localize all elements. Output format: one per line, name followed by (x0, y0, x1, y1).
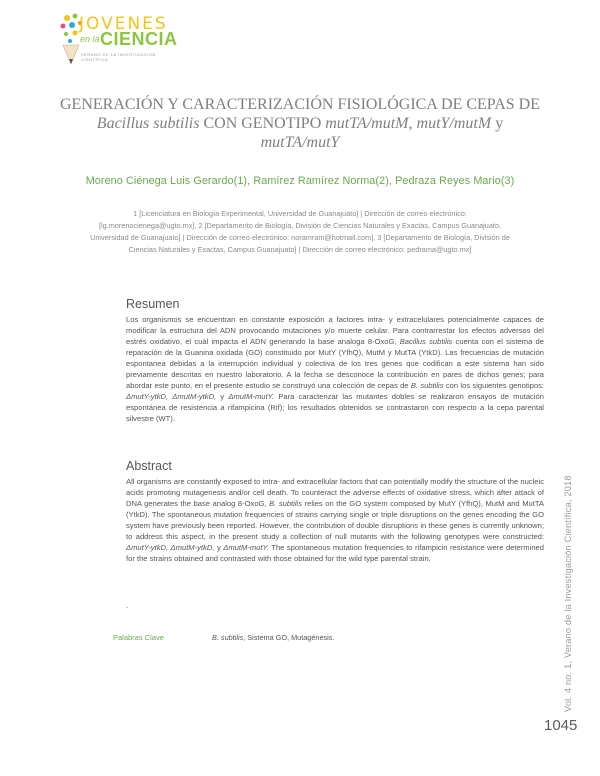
logo-ciencia: CIENCIA (100, 29, 178, 49)
abstract-text: The spontaneous mutation frequencies to rifampicin resistance were determined for the strains obtained and contrasted with those obtained for the wild type parental strain. (126, 543, 544, 563)
abstract-species: B. subtilis (269, 499, 303, 508)
resumen-species: B. subtilis (410, 381, 444, 390)
paper-title (48, 95, 552, 152)
resumen-heading: Resumen (126, 297, 180, 311)
keyword-species: B. subtilis (212, 633, 244, 642)
title-genotype3: mutTA/mutY (260, 134, 340, 151)
logo-connector: en la (80, 34, 100, 44)
affiliations (58, 208, 542, 256)
abstract-genotypes: ΔmutY-ytkD, ΔmutM-ytkD, (126, 543, 215, 552)
title-genotypes: mutTA/mutM, mutY/mutM (325, 115, 492, 132)
page-number: 1045 (544, 717, 578, 734)
logo-subtitle: VERANO DE LA INVESTIGACIÓN CIENTÍFICA (81, 52, 156, 62)
resumen-text: cuenta con el sistema de reparación de la Guanina oxidada (GO) constituido por MutY (YfhQ), MutM y MutTA (YtkD). Las frecuencias de mutación espontanea debidas a la interrupción individual y colectiva de los tres genes que codifican a este sistema han sido previamente descritas en nuestro laboratorio. A la fecha se desconoce la contribución en pares de dichos genes; para abordar este punto, en el presente estudio se construyó una colección de cepas de (126, 337, 544, 390)
affiliation-line: Universidad de Guanajuato] | Dirección de correo electrónico: noramram@hotmail.com], 3 [Departamento de Biología, División de (90, 233, 510, 242)
title-line1: GENERACIÓN Y CARACTERIZACIÓN FISIOLÓGICA DE CEPAS DE (59, 96, 540, 113)
affiliation-line: 1 [Licenciatura en Biología Experimental, Universidad de Guanajuato] | Dirección de correo electrónico: (133, 209, 467, 218)
abstract-text: relies on the GO system composed by MutY (YfhQ), MutM and MutTA (YtkD). The spontaneous mutation frequencies of strains carrying single or triple disruptions on the genes encoding the GO system have previously been reported. However, the contribution of double disruptions in these genes is currently unknown; to address this aspect, in the present study a collection of null mutants with the following genotypes were constructed: (126, 499, 544, 541)
keywords-rest: , Sistema GO, Mutagénesis. (243, 633, 335, 642)
resumen-text: con los siguientes genotipos: (443, 381, 544, 390)
abstract-genotypes: ΔmutM-mutY. (223, 543, 269, 552)
journal-logo (57, 12, 177, 70)
abstract-text: All organisms are constantly exposed to intra- and extracellular factors that can potentially modify the structure of the nucleic acids promoting mutagenesis and/or cell death. To counteract the adverse effects of oxidative stress, which after attack of DNA generates the base analog 8-OxoG, (126, 477, 544, 508)
title-species: Bacillus subtilis (96, 115, 200, 132)
authors: Moreno Ciénega Luis Gerardo(1), Ramírez Ramírez Norma(2), Pedraza Reyes Mario(3) (85, 175, 515, 187)
resumen-body (126, 314, 544, 424)
volume-side-text: Vol. 4 no. 1, Verano de la Investigación Científica, 2018 (563, 475, 573, 712)
resumen-text: Los organismos se encuentran en constante exposición a factores intra- y extracelulares potencialmente capaces de modificar la estructura del ADN provocando mutaciones y/o muerte celular. Para contrarrestar los efectos adversos del estrés oxidativo, el cuál impacta el ADN generando la base analoga 8-OxoG, (126, 315, 544, 346)
affiliation-line: [lg.morenocienega@ugto.mx], 2 [Departamento de Biología, División de Ciencias Naturales y Exactas, Campus Guanajuato, (98, 221, 502, 230)
keywords-value (212, 633, 334, 642)
abstract-body (126, 476, 544, 564)
title-and: y (491, 115, 504, 132)
affiliation-line: Ciencias Naturales y Exactas, Campus Guanajuato] | Dirección de correo electrónico: pedrama@ugto.mx] (128, 245, 472, 254)
resumen-genotypes: ΔmutM-mutY. (228, 392, 275, 401)
logo-jovenes: JOVENES (79, 14, 168, 34)
abstract-heading: Abstract (126, 459, 172, 473)
resumen-text: Para caracterizar las mutantes dobles se realizaron ensayos de mutación espontánea de resistencia a rifampicina (Rif); los resultados obtenidos se contrastaron con respecto a la cepa parental silvestre (WT). (126, 392, 544, 423)
keywords-label: Palabras Clave (113, 633, 164, 642)
resumen-species: Bacillus subtilis (399, 337, 453, 346)
resumen-genotypes: ΔmutY-ytkD, ΔmutM-ytkD, (126, 392, 217, 401)
stray-dot: . (126, 601, 129, 610)
title-mid: CON GENOTIPO (199, 115, 326, 132)
abstract-text: y (214, 543, 224, 552)
resumen-text: y (216, 392, 229, 401)
